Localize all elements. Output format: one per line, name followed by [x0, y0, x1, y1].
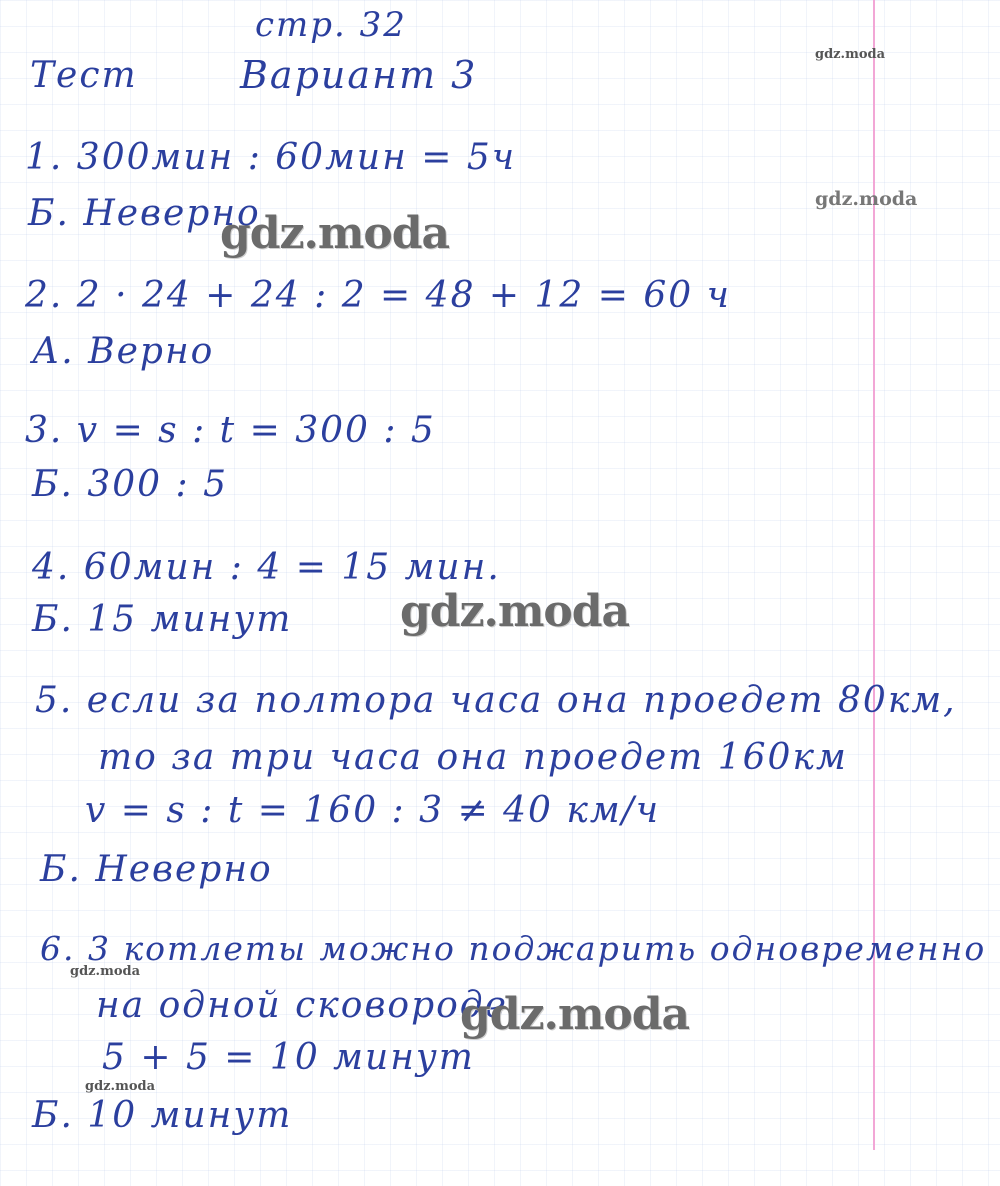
task-5-line-1: 5. если за полтора часа она проедет 80км, [35, 680, 957, 721]
task-3-solution: 3. v = s : t = 300 : 5 [25, 410, 436, 451]
task-5-answer: Б. Неверно [40, 849, 273, 890]
task-2-answer: А. Верно [32, 331, 215, 372]
task-5-line-3: v = s : t = 160 : 3 ≠ 40 км/ч [85, 790, 661, 831]
task-1-solution: 1. 300мин : 60мин = 5ч [25, 137, 517, 178]
watermark: gdz.moda [815, 188, 918, 210]
task-1-answer: Б. Неверно [28, 193, 261, 234]
task-3-answer: Б. 300 : 5 [32, 464, 228, 505]
task-4-answer: Б. 15 минут [32, 599, 293, 640]
test-label: Тест [30, 55, 138, 96]
watermark: gdz.moda [85, 1079, 156, 1094]
watermark: gdz.moda [70, 964, 141, 979]
watermark: gdz.moda [220, 208, 450, 259]
variant-label: Вариант 3 [240, 53, 478, 97]
task-5-line-2: то за три часа она проедет 160км [98, 737, 848, 778]
task-6-line-1: 6. 3 котлеты можно поджарить одновременно [40, 929, 987, 968]
task-4-solution: 4. 60мин : 4 = 15 мин. [32, 547, 501, 588]
task-6-line-3: 5 + 5 = 10 минут [102, 1037, 475, 1078]
page-reference: стр. 32 [255, 5, 407, 45]
watermark: gdz.moda [815, 47, 886, 62]
task-6-answer: Б. 10 минут [32, 1095, 293, 1136]
task-2-solution: 2. 2 · 24 + 24 : 2 = 48 + 12 = 60 ч [25, 275, 732, 316]
task-6-line-2: на одной сковороде [96, 985, 508, 1026]
watermark: gdz.moda [400, 586, 630, 637]
watermark: gdz.moda [460, 989, 690, 1040]
margin-line [873, 0, 875, 1150]
